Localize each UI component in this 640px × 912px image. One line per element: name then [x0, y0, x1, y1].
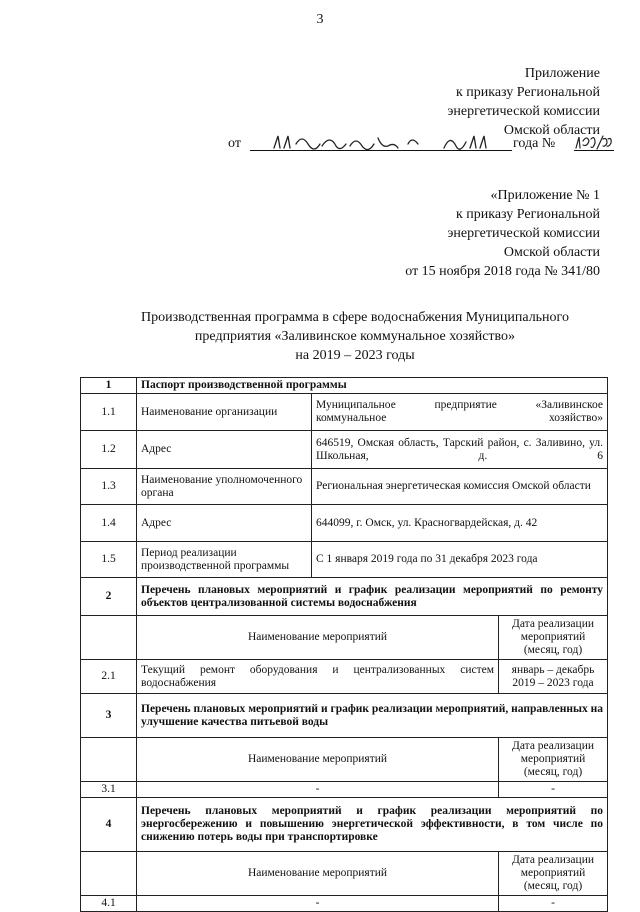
section-title: Перечень плановых мероприятий и график реализации мероприятий по ремонту объектов централизованной системы водоснабжения: [137, 578, 608, 616]
row-number: 4.1: [81, 896, 137, 912]
row-number: 1.5: [81, 542, 137, 578]
column-header-name: Наименование мероприятий: [137, 738, 499, 782]
column-header-date: Дата реализации мероприятий (месяц, год): [499, 738, 608, 782]
annex-line: к приказу Региональной: [455, 85, 600, 100]
prev-annex-line: энергетической комиссии: [447, 226, 600, 241]
section-number: 3: [81, 694, 137, 738]
program-table: [80, 377, 608, 912]
section-title: Паспорт производственной программы: [137, 378, 608, 394]
document-title: [110, 308, 600, 365]
previous-annex-header: [405, 186, 600, 281]
row-label: Адрес: [137, 431, 312, 469]
page-number: 3: [316, 12, 324, 27]
section-title: Перечень плановых мероприятий и график реализации мероприятий по энергосбережению и повышению энергетической эффективности, в том числе по снижению потерь воды при транспортировке: [137, 798, 608, 852]
column-header-date: Дата реализации мероприятий (месяц, год): [499, 852, 608, 896]
column-header-name: Наименование мероприятий: [137, 616, 499, 660]
row-label: Наименование организации: [137, 394, 312, 431]
activity-name: -: [137, 782, 499, 798]
title-line: на 2019 – 2023 годы: [295, 348, 415, 363]
row-value: Региональная энергетическая комиссия Омской области: [312, 469, 608, 505]
row-number: 1.2: [81, 431, 137, 469]
row-value: С 1 января 2019 года по 31 декабря 2023 года: [312, 542, 608, 578]
section-number: 4: [81, 798, 137, 852]
section-number: 1: [81, 378, 137, 394]
row-number: 3.1: [81, 782, 137, 798]
annex-line: Приложение: [524, 66, 600, 81]
section-title: Перечень плановых мероприятий и график реализации мероприятий, направленных на улучшение качества питьевой воды: [137, 694, 608, 738]
annex-header: [447, 64, 600, 140]
row-number: 1.4: [81, 505, 137, 542]
date-prefix: от: [228, 136, 241, 151]
empty-cell: [81, 852, 137, 896]
prev-annex-line: Омской области: [503, 245, 600, 260]
title-line: предприятия «Заливинское коммунальное хозяйство»: [194, 329, 516, 344]
row-value: Муниципальное предприятие «Заливинское коммунальное хозяйство»: [312, 394, 608, 431]
title-line: Производственная программа в сфере водоснабжения Муниципального: [141, 310, 569, 325]
activity-name: -: [137, 896, 499, 912]
column-header-name: Наименование мероприятий: [137, 852, 499, 896]
annex-line: энергетической комиссии: [447, 104, 600, 119]
activity-date: январь – декабрь 2019 – 2023 года: [499, 660, 608, 694]
activity-date: -: [499, 896, 608, 912]
prev-annex-line: к приказу Региональной: [455, 207, 600, 222]
column-header-date: Дата реализации мероприятий (месяц, год): [499, 616, 608, 660]
row-label: Адрес: [137, 505, 312, 542]
year-label: года №: [513, 136, 556, 151]
empty-cell: [81, 616, 137, 660]
prev-annex-line: от 15 ноября 2018 года № 341/80: [405, 264, 600, 279]
row-label: Наименование уполномоченного органа: [137, 469, 312, 505]
row-number: 1.3: [81, 469, 137, 505]
prev-annex-line: «Приложение № 1: [490, 188, 600, 203]
row-number: 1.1: [81, 394, 137, 431]
section-number: 2: [81, 578, 137, 616]
row-number: 2.1: [81, 660, 137, 694]
annex-line: Омской области: [503, 123, 600, 138]
activity-date: -: [499, 782, 608, 798]
annex-date-line: [228, 136, 612, 156]
row-label: Период реализации производственной программы: [137, 542, 312, 578]
empty-cell: [81, 738, 137, 782]
activity-name: Текущий ремонт оборудования и централизованных систем водоснабжения: [137, 660, 499, 694]
handwritten-date-signature: [268, 132, 508, 154]
handwritten-number-signature: [573, 133, 613, 153]
row-value: 644099, г. Омск, ул. Красногвардейская, д. 42: [312, 505, 608, 542]
row-value: 646519, Омская область, Тарский район, с. Заливино, ул. Школьная, д. 6: [312, 431, 608, 469]
